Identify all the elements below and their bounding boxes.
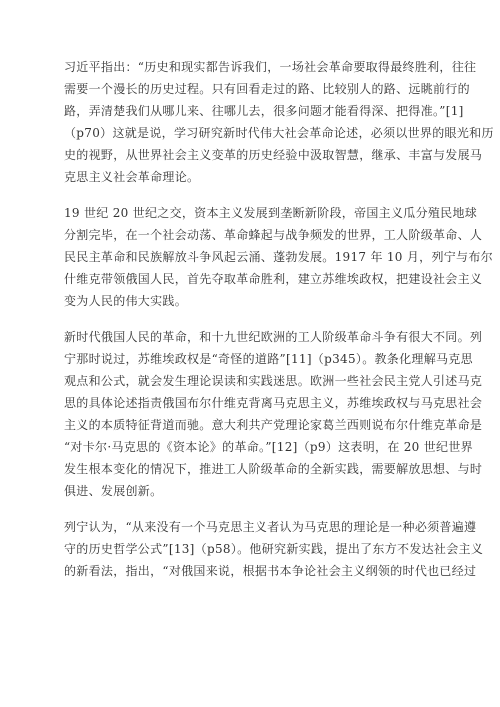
text-line: 变为人民的伟大实践。 [64, 294, 188, 308]
text-line: 19 世纪 20 世纪之交，资本主义发展到垄断新阶段，帝国主义瓜分殖民地球 [64, 206, 478, 220]
text-line: （p70）这就是说，学习研究新时代伟大社会革命论述，必须以世界的眼光和历 [64, 126, 494, 140]
text-line: 习近平指出：“历史和现实都告诉我们，一场社会革命要取得最终胜利，往往 [64, 60, 477, 74]
text-line: 需要一个漫长的历史过程。只有回看走过的路、比较别人的路、远眺前行的 [64, 82, 470, 96]
text-line: 守的历史哲学公式”[13]（p58）。他研究新实践，提出了东方不发达社会主义 [64, 542, 484, 556]
paragraph-4 [64, 516, 484, 582]
text-line: 路，弄清楚我们从哪儿来、往哪儿去，很多问题才能看得深、把得准。”[1] [64, 104, 464, 118]
text-line: 分割完毕，在一个社会动荡、革命蜂起与战争频发的世界，工人阶级革命、人 [64, 228, 483, 242]
text-line: 俱进、发展创新。 [64, 484, 163, 498]
text-line: “对卡尔·马克思的《资本论》的革命。”[12]（p9）这表明，在 20 世纪世界 [64, 440, 473, 454]
text-line: 发生根本变化的情况下，推进工人阶级革命的全新实践，需要解放思想、与时 [64, 462, 483, 476]
text-line: 新时代俄国人民的革命，和十九世纪欧洲的工人阶级革命斗争有很大不同。列 [64, 330, 483, 344]
text-line: 观点和公式，就会发生理论误读和实践迷思。欧洲一些社会民主党人引述马克 [64, 374, 483, 388]
text-line: 思的具体论述指责俄国布尔什维克背离马克思主义，苏维埃政权与马克思社会 [64, 396, 483, 410]
text-line: 主义的本质特征背道而驰。意大利共产党理论家葛兰西则说布尔什维克革命是 [64, 418, 483, 432]
text-line: 宁那时说过，苏维埃政权是“奇怪的道路”[11]（p345）。教条化理解马克思 [64, 352, 473, 366]
paragraph-1 [64, 56, 494, 188]
text-line: 民民主革命和民族解放斗争风起云涌、蓬勃发展。1917 年 10 月，列宁与布尔 [64, 250, 493, 264]
text-line: 列宁认为，“从来没有一个马克思主义者认为马克思的理论是一种必须普遍遵 [64, 520, 477, 534]
text-line: 克思主义社会革命理论。 [64, 170, 200, 184]
text-line: 史的视野，从世界社会主义变革的历史经验中汲取智慧，继承、丰富与发展马 [64, 148, 483, 162]
paragraph-2 [64, 202, 493, 312]
text-line: 的新看法，指出，“对俄国来说，根据书本争论社会主义纲领的时代也已经过 [64, 564, 477, 578]
paragraph-3 [64, 326, 483, 502]
text-line: 什维克带领俄国人民，首先夺取革命胜利，建立苏维埃政权，把建设社会主义 [64, 272, 483, 286]
